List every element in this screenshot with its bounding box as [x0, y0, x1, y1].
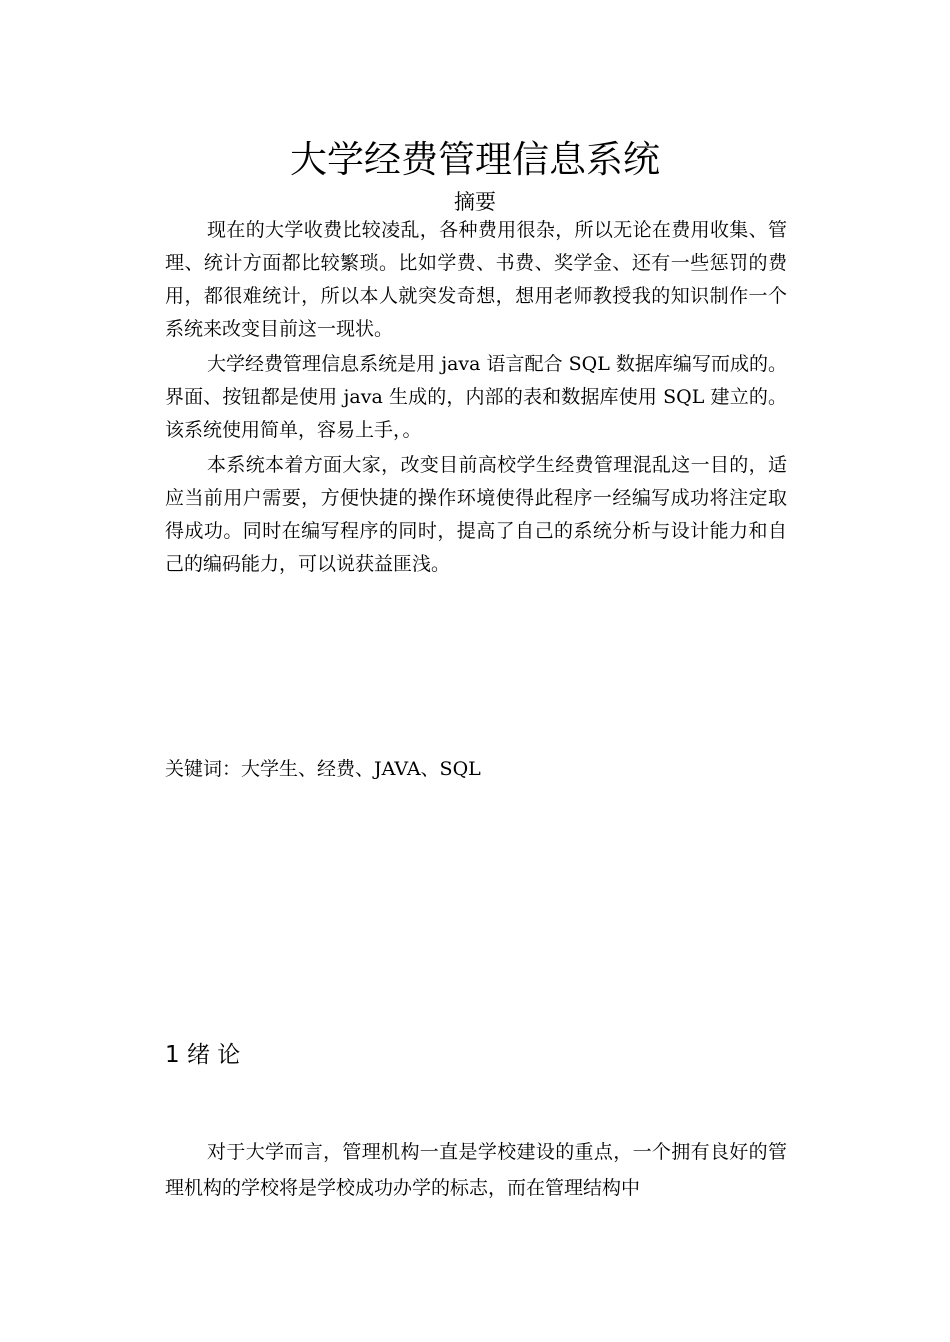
document-title: 大学经费管理信息系统	[290, 138, 660, 181]
keywords-value: 大学生、经费、JAVA、SQL	[241, 758, 481, 780]
abstract-paragraph: 本系统本着方面大家，改变目前高校学生经费管理混乱这一目的，适应当前用户需要，方便快捷的操作环境使得此程序一经编写成功将注定取得成功。同时在编写程序的同时，提高了自己的系统分析与设计能力和自己的编码能力，可以说获益匪浅。	[165, 454, 787, 575]
abstract-heading: 摘要	[454, 190, 496, 214]
keywords-line	[165, 754, 481, 784]
section-heading: 1 绪 论	[165, 1042, 241, 1068]
section-paragraph: 对于大学而言，管理机构一直是学校建设的重点，一个拥有良好的管理机构的学校将是学校成功办学的标志，而在管理结构中	[165, 1141, 787, 1199]
abstract-body	[165, 214, 787, 581]
abstract-paragraph: 现在的大学收费比较凌乱，各种费用很杂，所以无论在费用收集、管理、统计方面都比较繁琐。比如学费、书费、奖学金、还有一些惩罚的费用，都很难统计，所以本人就突发奇想，想用老师教授我的知识制作一个系统来改变目前这一现状。	[165, 219, 787, 340]
abstract-paragraph: 大学经费管理信息系统是用 java 语言配合 SQL 数据库编写而成的。界面、按钮都是使用 java 生成的，内部的表和数据库使用 SQL 建立的。该系统使用简单，容易上手，。	[165, 353, 787, 441]
keywords-label: 关键词：	[165, 758, 242, 780]
section-body	[165, 1134, 787, 1206]
